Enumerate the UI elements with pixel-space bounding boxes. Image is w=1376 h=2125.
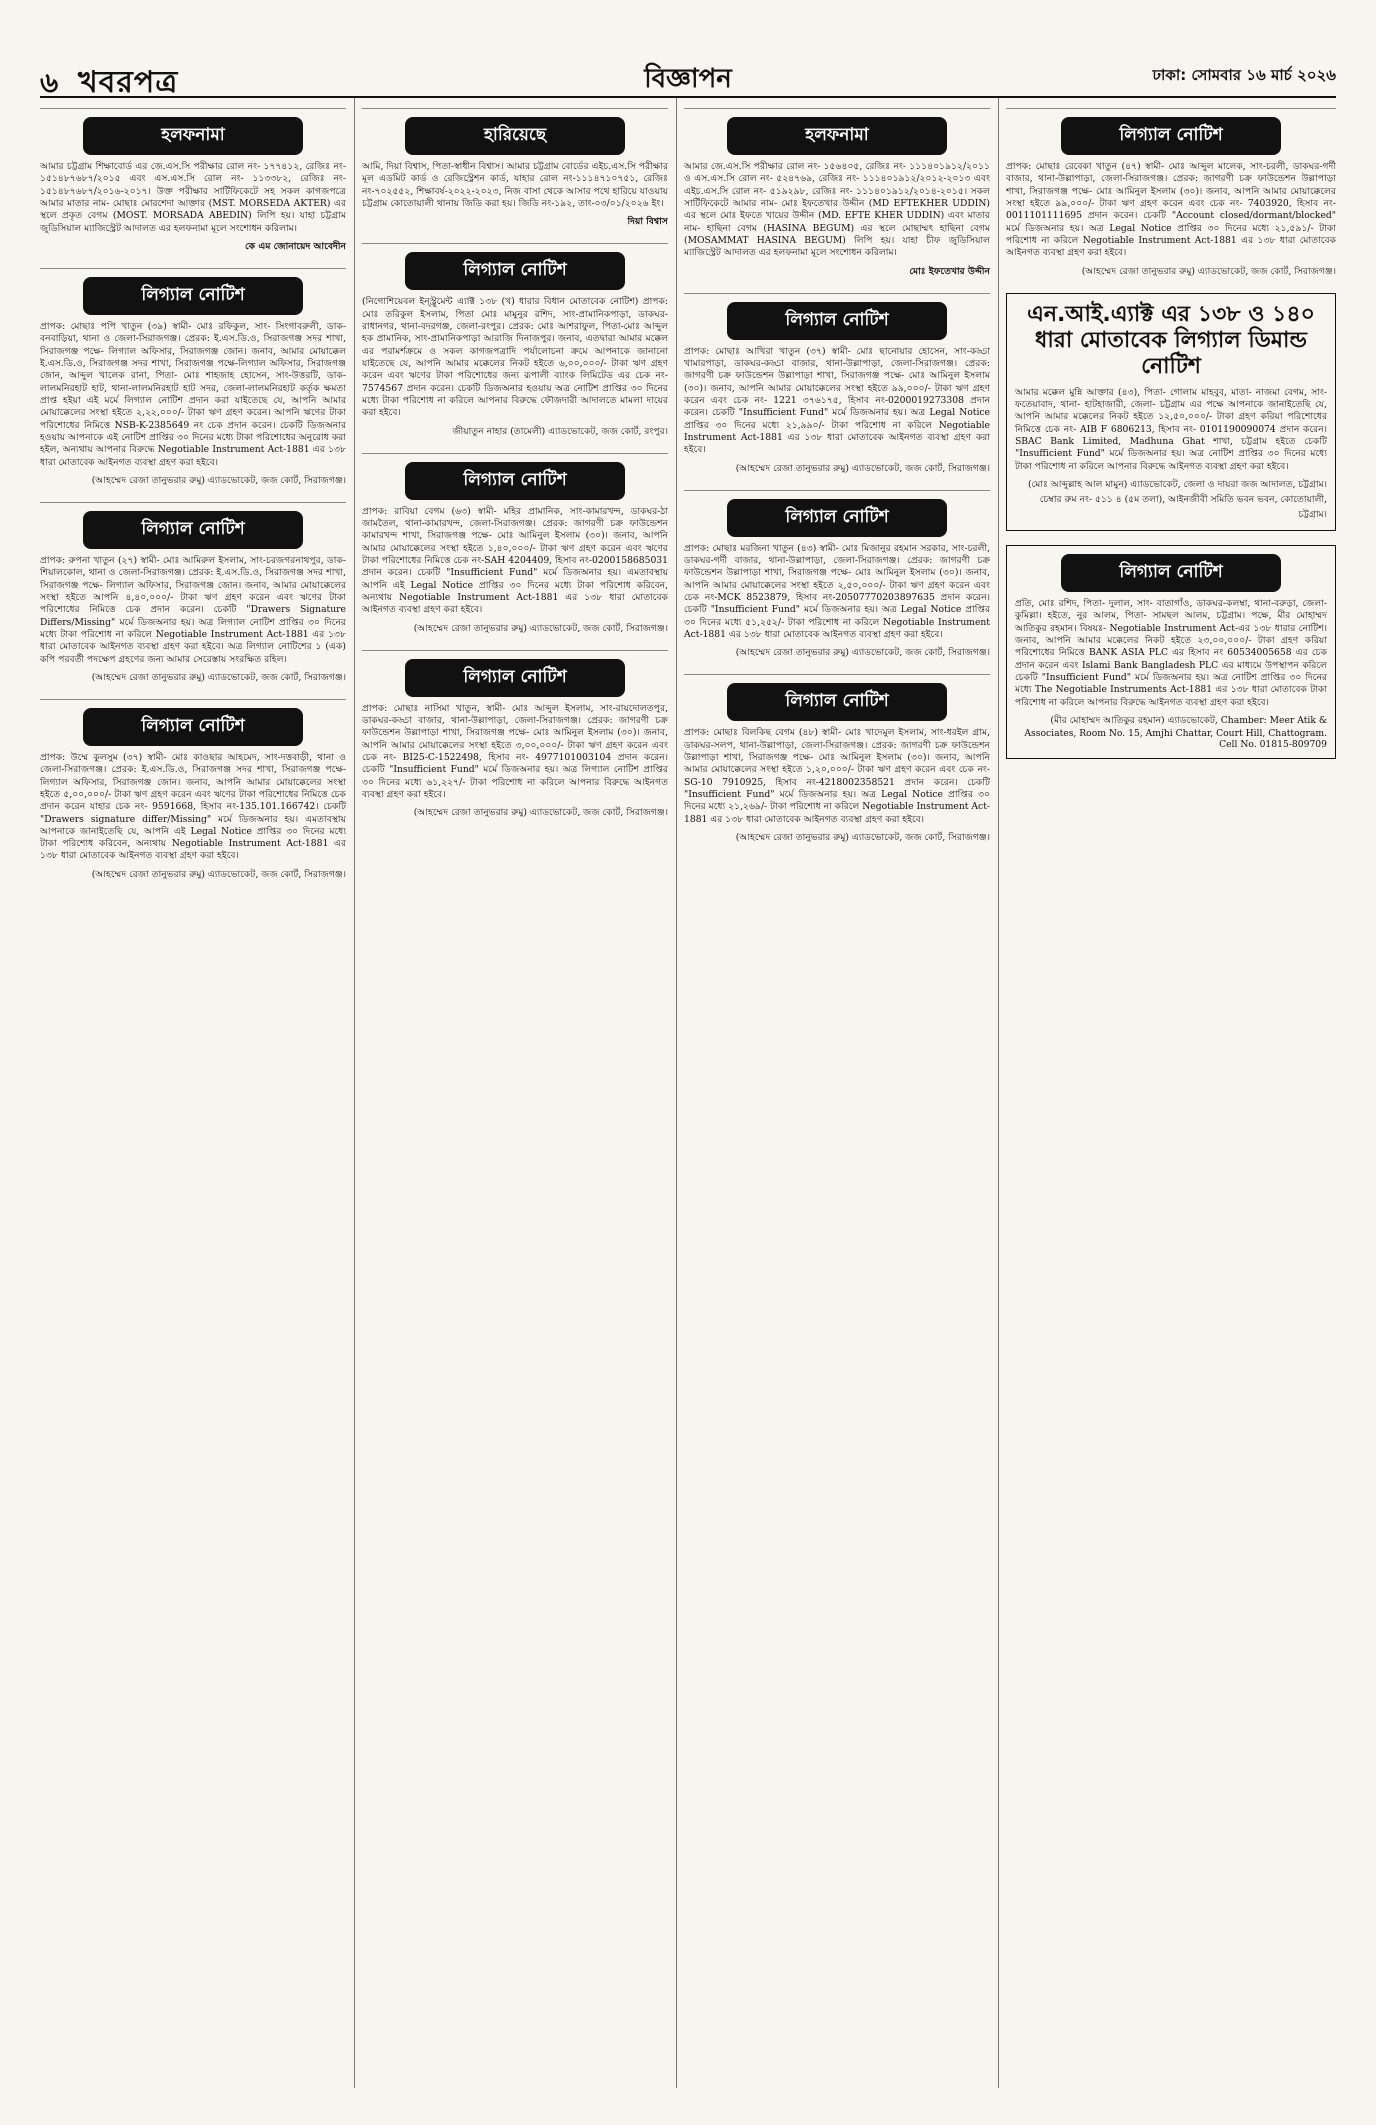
masthead: [40, 52, 1336, 98]
ad-heading: হারিয়েছে: [405, 117, 625, 155]
newspaper-logo: খবরপত্র: [77, 65, 179, 100]
legal-notice-ad: [1006, 545, 1336, 759]
ad-heading: লিগ্যাল নোটিশ: [83, 708, 303, 746]
legal-notice-ad: [40, 268, 346, 488]
ad-heading: লিগ্যাল নোটিশ: [1061, 554, 1281, 592]
ad-signature: (মীর মোহাম্মদ আতিকুর রহমান) এ্যাডভোকেট, Chamber: Meer Atik & Associates, Room No. 15, Amjhi Chattar, Court Hill, Chattogram. Cell No. 01815-809709: [1024, 715, 1327, 751]
ad-body: প্রাপক: মোছাঃ পপি খাতুন (৩৯) স্বামী- মোঃ রফিকুল, সাং- সিংগাবরুলী, ডাক-বনবাড়িয়া, থানা ও জেলা-সিরাজগঞ্জ। প্রেরক: ই.এস.ডি.ও, সিরাজগঞ্জ সদর শাখা, সিরাজগঞ্জ পক্ষে- লিগ্যাল অফিসার, সিরাজগঞ্জ জোন। জনাব, আমার মোয়াক্কেল ই.এস.ডি.ও, সিরাজগঞ্জ সদর শাখা, সিরাজগঞ্জ পক্ষে-লিগ্যাল অফিসার, সিরাজগঞ্জ জোন, আব্দুল খালেক রানা, পিতা- মোঃ শাহজাহ হোসেন, সাং-উত্তরটি, ডাক-লালমনিরহাট হাট, থানা-লালমনিরহাট হাট সদর, জেলা-লালমনিরহাট কর্তৃক ক্ষমতা প্রাপ্ত হইয়া এই মর্মে লিগ্যাল নোটিশ প্রদান করা যাইতেছে যে, আপনি আমার মোয়াক্কেলের সংস্থা হইতে ২,২২,০০০/- টাকা ঋণ গ্রহণ করেন। আপনি ঋণের টাকা পরিশোধের নিমিত্তে NSB-K-2385649 নং চেক প্রদান করেন। চেকটি ডিজঅনার হওয়ায় আপনাকে এই নোটিশ প্রাপ্তির ৩০ দিনের মধ্যে টাকা পরিশোধের অনুরোধ করা হইল, অন্যথায় আপনার বিরুদ্ধে Negotiable Instrument Act-1881 এর ১৩৮ ধারা মোতাবেক আইনগত ব্যবস্থা গ্রহণ করা হইবে।: [40, 320, 346, 468]
ad-body: আমার মক্কেল মুন্নি আক্তার (৪৩), পিতা- গোলাম মাহবুব, মাতা- নাজমা বেগম, সাং- ফতেয়াবাদ, থানা- হাটহাজারী, জেলা- চট্টগ্রাম এর পক্ষে আপনাকে জানাইতেছি যে, আপনি আমার মক্কেলের নিকট হইতে ১২,৫০,০০০/- টাকা গ্রহণ করিয়া পরিশোধের নিমিত্তে চেক নং- AIB F 6806213, হিসাব নং- 0101190090074 প্রদান করেন। SBAC Bank Limited, Madhuna Ghat শাখা, চট্টগ্রাম হইতে চেকটি "Insufficient Fund" মর্মে ডিজঅনার হয়। অত্র নোটিশ প্রাপ্তির ৩০ দিনের মধ্যে টাকা পরিশোধ না করিলে আপনার বিরুদ্ধে আইনগত ব্যবস্থা গ্রহণ করা হইবে।: [1015, 386, 1327, 472]
ad-signature: (আহম্মেদ রেজা তানুভরার রুমু) এ্যাডভোকেট, জজ কোর্ট, সিরাজগঞ্জ।: [735, 462, 990, 474]
ad-columns: [40, 98, 1336, 2088]
ad-body: প্রাপক: মোছাঃ রেবেকা খাতুন (৪৭) স্বামী- মোঃ আব্দুল মালেক, সাং-চরলী, ডাকঘর-গর্দী বাজার, থানা-উল্লাপাড়া, জেলা-সিরাজগঞ্জ। প্রেরক: জাগরণী চক্র ফাউন্ডেশন উল্লাপাড়া শাখা, সিরাজগঞ্জ পক্ষে- মোঃ আমিনুল ইসলাম (৩০)। জনাব, আপনি আমার মোয়াক্কেলের সংস্থা হইতে ৯৯,০০০/- টাকা ঋণ গ্রহণ করেন এবং চেক নং- 7403920, হিসাব নং- 0011101111695 প্রদান করেন। চেকটি "Account closed/dormant/blocked" মর্মে ডিজঅনার হয়। অত্র Legal Notice প্রাপ্তির ৩০ দিনের মধ্যে ২১,৫৯১/- টাকা পরিশোধ না করিলে Negotiable Instrument Act-1881 এর ১৩৮ ধারা মোতাবেক আইনগত ব্যবস্থা গ্রহণ করা হইবে।: [1006, 161, 1336, 259]
lost-notice-ad: [362, 108, 668, 229]
column-3: [684, 98, 990, 2088]
legal-notice-ad: [362, 453, 668, 636]
ad-signature: (আহম্মেদ রেজা তানুভরার রুমু) এ্যাডভোকেট, জজ কোর্ট, সিরাজগঞ্জ।: [91, 868, 346, 880]
column-divider: [998, 98, 999, 2088]
column-divider: [354, 98, 355, 2088]
affidavit-ad: [40, 108, 346, 254]
ad-body: প্রাপক: মোছাঃ নাসিমা খাতুন, স্বামী- মোঃ আব্দুল ইসলাম, সাং-রায়দোলতপুর, ডাকঘর-কড্ডা বাজার, থানা-উল্লাপাড়া, জেলা-সিরাজগঞ্জ। প্রেরক: জাগরণী চক্র ফাউন্ডেশন উল্লাপাড়া শাখা, সিরাজগঞ্জ পক্ষে- মোঃ আমিনুল ইসলাম (৩০)। জনাব, আপনি আমার মোয়াক্কেলের সংস্থা হইতে ৩,০০,০০০/- টাকা ঋণ গ্রহণ করেন এবং চেক নং- BI25-C-1522498, হিসাব নং- 4977101003104 প্রদান করেন। চেকটি "Insufficient Fund" মর্মে ডিজঅনার হয়। অত্র লিগ্যাল নোটিশ প্রাপ্তির ৩০ দিনের মধ্যে ৬১,২২৭/- টাকা পরিশোধ না করিলে আপনার বিরুদ্ধে আইনগত ব্যবস্থা গ্রহণ করা হইবে।: [362, 702, 668, 800]
ad-signature: জীয়াতুন নাহার (তামেলী) এ্যাডভোকেট, জজ কোর্ট, রংপুর।: [452, 425, 668, 437]
ad-heading: লিগ্যাল নোটিশ: [727, 302, 947, 340]
ad-signature: (আহম্মেদ রেজা তানুভরার রুমু) এ্যাডভোকেট, জজ কোর্ট, সিরাজগঞ্জ।: [91, 474, 346, 486]
ad-signature: (মোঃ আব্দুল্লাহ আল মামুন) এ্যাডভোকেট, জেলা ও দায়রা জজ আদালত, চট্টগ্রাম। চেম্বার রুম নং- ৫১১ ৪ (৫ম তলা), আইনজীবী সমিতি ভবন ভবন, কোতোয়ালী, চট্টগ্রাম।: [1027, 479, 1327, 521]
issue-date: ঢাকা: সোমবার ১৬ মার্চ ২০২৬: [1152, 66, 1336, 84]
ad-heading: লিগ্যাল নোটিশ: [727, 683, 947, 721]
ad-body: (নিগোশিয়েবল ইন্স্ট্রুমেন্ট এ্যাক্ট ১৩৮ (খ) ধারার বিধান মোতাবেক নোটিশ) প্রাপক: মোঃ তরিকুল ইসলাম, পিতা মোঃ মামুনুর রশিদ, সাং-প্রামানিকপাড়া, ডাকঘর-রাধানগর, থানা-বদরগঞ্জ, জেলা-রংপুর। প্রেরক: মোঃ আশরাফুল, পিতা-মোঃ আব্দুল হক প্রামানিক, সাং-প্রামানিকপাড়া আরাজি দিনাজপুর। জনাব, এতদ্বারা আমার মক্কেল এর পরামর্শক্রমে ও সকল কাগজপত্রাদি পর্যালোচনা ক্রমে আপনাকে জানানো যাইতেছে যে, আপনি আমার মক্কেলের নিকট হইতে ৬,০০,০০০/- টাকা ঋণ গ্রহণ করেন এবং ঋণের টাকা পরিশোধের জন্য রূপালী ব্যাংক লিমিটেড এর চেক নং- 7574567 প্রদান করেন। চেকটি ডিজঅনার হওয়ায় অত্র নোটিশ প্রাপ্তির ৩০ দিনের মধ্যে টাকা পরিশোধ না করিলে আপনার বিরুদ্ধে ফৌজদারী আদালতে মামলা দায়ের করা হইবে।: [362, 296, 668, 419]
ad-body: প্রাপক: রাবিয়া বেগম (৬৩) স্বামী- মহির প্রামানিক, সাং-কামারখন্দ, ডাকঘর-ঠা জামতৈল, থানা-কামারখন্দ, জেলা-সিরাজগঞ্জ। প্রেরক: জাগরণী চক্র ফাউন্ডেশন কামারখন্দ শাখা, সিরাজগঞ্জ পক্ষে- মোঃ আমিনুল ইসলাম (৩০)। জনাব, আপনি আমার মোয়াক্কেলের সংস্থা হইতে ১,৪০,০০০/- টাকা ঋণ গ্রহণ করেন এবং ঋণের টাকা পরিশোধের নিমিত্তে চেক নং-SAH 4204409, হিসাব নং-0200158685031 প্রদান করেন। চেকটি "Insufficient Fund" মর্মে ডিজঅনার হয়। এমতাবস্থায় আপনি এই Legal Notice প্রাপ্তির ৩০ দিনের মধ্যে টাকা পরিশোধ করিবেন, অন্যথায় Negotiable Instrument Act-1881 এর ১৩৮ ধারা মোতাবেক আইনগত ব্যবস্থা গ্রহণ করা হইবে।: [362, 505, 668, 616]
ad-body: প্রাপক: উম্মে কুলসুম (৩৭) স্বামী- মোঃ কাওছার আহমেদ, সাং-দত্তবাড়ী, থানা ও জেলা-সিরাজগঞ্জ। প্রেরক: ই.এস.ডি.ও, সিরাজগঞ্জ সদর শাখা, সিরাজগঞ্জ পক্ষে- লিগ্যাল অফিসার, সিরাজগঞ্জ জোন। জনাব, আপনি আমার মোয়াক্কেলের সংস্থা হইতে ৫,০০,০০০/- টাকা ঋণ গ্রহণ করেন এবং ঋণের টাকা পরিশোধের নিমিত্তে চেক প্রদান করেন যাহার চেক নং- 9591668, হিসাব নং-135.101.166742। চেকটি "Drawers signature differ/Missing" মর্মে ডিজঅনার হয়। এমতাবস্থায় আপনাকে জানাইতেছি যে, আপনি এই Legal Notice প্রাপ্তির ৩০ দিনের মধ্যে টাকা পরিশোধ করিবেন, অন্যথায় Negotiable Instrument Act-1881 এর ১৩৮ ধারা মোতাবেক আইনগত ব্যবস্থা গ্রহণ করা হইবে।: [40, 751, 346, 862]
legal-notice-ad: [362, 650, 668, 821]
demand-notice-ad: [1006, 293, 1336, 531]
ad-heading: লিগ্যাল নোটিশ: [405, 252, 625, 290]
ad-heading: লিগ্যাল নোটিশ: [405, 462, 625, 500]
section-title: বিজ্ঞাপন: [644, 64, 732, 94]
ad-heading: লিগ্যাল নোটিশ: [83, 511, 303, 549]
ad-body: প্রাপক: মোছাঃ বিলকিছ বেগম (৪৮) স্বামী- মোঃ খাদেমুল ইসলাম, সাং-ধরইল গ্রাম, ডাকঘর-সলপ, থানা-উল্লাপাড়া, জেলা-সিরাজগঞ্জ। প্রেরক: জাগরণী চক্র ফাউন্ডেশন উল্লাপাড়া শাখা, সিরাজগঞ্জ পক্ষে- মোঃ আমিনুল ইসলাম (৩০)। জনাব, আপনি আমার মোয়াক্কেলের সংস্থা হইতে ১,২০,০০০/- টাকা ঋণ গ্রহণ করেন এবং চেক নং-SG-10 7910925, হিসাব নং-4218002358521 প্রদান করেন। চেকটি "Insufficient Fund" মর্মে ডিজঅনার হয়। অত্র Legal Notice প্রাপ্তির ৩০ দিনের মধ্যে ২১,২৬৯/- টাকা পরিশোধ না করিলে Negotiable Instrument Act-1881 এর ১৩৮ ধারা মোতাবেক আইনগত ব্যবস্থা গ্রহণ করা হইবে।: [684, 727, 990, 825]
ad-signature: (আহম্মেদ রেজা তানুভরার রুমু) এ্যাডভোকেট, জজ কোর্ট, সিরাজগঞ্জ।: [1081, 265, 1336, 277]
ad-heading: লিগ্যাল নোটিশ: [83, 277, 303, 315]
ad-body: আমার জে.এস.সি পরীক্ষার রোল নং- ১৫৬৪০৫, রেজিঃ নং- ১১১৪০১৯১২/২০১১ ও এস.এস.সি রোল নং- ৫২৪৭৬৯, রেজিঃ নং- ১১১৪০১৯১২/২০১২-২০১৩ এবং এইচ.এস.সি রোল নং- ৫১৯২৯৮, রেজিঃ নং- ১১১৪০১৯১২/২০১৪-২০১৫। সকল সার্টিফিকেটে আমার নাম- মোঃ ইফতেখার উদ্দীন (MD EFTEKHER UDDIN) এর স্থলে মোঃ ইফতে খায়ের উদ্দীন (MD. EFTE KHER UDDIN) এবং মাতার নাম- হাছিনা বেগম (HASINA BEGUM) এর স্থলে মোছাম্মৎ হাছিনা বেগম (MOSAMMAT HASINA BEGUM) লিপি হয়। যাহা চীফ জুডিসিয়াল ম্যাজিস্ট্রেট আদালত এর হলফনামা মূলে সংশোধন করিলাম।: [684, 161, 990, 259]
column-4: [1006, 98, 1336, 2088]
legal-notice-ad: [684, 674, 990, 845]
column-1: [40, 98, 346, 2088]
affidavit-ad: [684, 108, 990, 279]
ad-signature: (আহম্মেদ রেজা তানুভরার রুমু) এ্যাডভোকেট, জজ কোর্ট, সিরাজগঞ্জ।: [735, 831, 990, 843]
ad-signature: (আহম্মেদ রেজা তানুভরার রুমু) এ্যাডভোকেট, জজ কোর্ট, সিরাজগঞ্জ।: [413, 807, 668, 819]
ad-signature: দিয়া বিশ্বাস: [627, 216, 668, 228]
ad-body: প্রাপক: মোছাঃ মরজিনা খাতুন (৪৩) স্বামী- মোঃ মিজানুর রহমান সরকার, সাং-চরলী, ডাকঘর-গর্দী বাজার, থানা-উল্লাপাড়া, জেলা-সিরাজগঞ্জ। প্রেরক: জাগরণী চক্র ফাউন্ডেশন উল্লাপাড়া শাখা, সিরাজগঞ্জ পক্ষে- মোঃ আমিনুল ইসলাম (৩০)। জনাব, আপনি আমার মোয়াক্কেলের সংস্থা হইতে ২,৫০,০০০/- টাকা ঋণ গ্রহণ করেন এবং চেক নং-MCK 8523879, হিসাব নং-20507770203897635 প্রদান করেন। চেকটি "Insufficient Fund" মর্মে ডিজঅনার হয়। অত্র Legal Notice প্রাপ্তির ৩০ দিনের মধ্যে ৫১,২৫২/- টাকা পরিশোধ না করিলে Negotiable Instrument Act-1881 এর ১৩৮ ধারা মোতাবেক আইনগত ব্যবস্থা গ্রহণ করা হইবে।: [684, 542, 990, 640]
ad-heading: লিগ্যাল নোটিশ: [405, 659, 625, 697]
ad-body: আমার চট্টগ্রাম শিক্ষাবোর্ড এর জে.এস.সি পরীক্ষার রোল নং- ১৭৭৪১২, রেজিঃ নং- ১৫১৪৮৭৬৮৭/২০১৫ এবং এস.এস.সি রোল নং- ১১৩৩৮২, রেজিঃ নং- ১৫১৪৮৭৬৮৭/২০১৬-২০১৭। উক্ত পরীক্ষার সার্টিফিকেটে সহ সকল কাগজপত্রে আমার মাতার নাম- মোছাঃ মোরশেদা আক্তার (MST. MORSEDA AKTER) এর স্থলে প্রকৃত বেগম (MOST. MORSADA ABEDIN) লিপি হয়। যাহা চট্টগ্রাম জুডিসিয়াল ম্যাজিস্ট্রেট আদালত এর হলফনামা মূলে সংশোধন করিলাম।: [40, 161, 346, 234]
ad-heading: এন.আই.এ্যাক্ট এর ১৩৮ ও ১৪০ ধারা মোতাবেক লিগ্যাল ডিমান্ড নোটিশ: [1027, 301, 1315, 380]
ad-body: আমি, দিয়া বিশ্বাস, পিতা-স্বাধীন বিশ্বাস। আমার চট্টগ্রাম বোর্ডের এইচ.এস.সি পরীক্ষার মূল এডমিট কার্ড ও রেজিস্ট্রেশন কার্ড, যাহার রোল নং-১১১৪৭১০৭৫১, রেজিঃ নং-৭০২৫৫২, শিক্ষাবর্ষ-২০২২-২০২৩, নিজ বাসা থেকে আসার পথে হারিয়ে যাওয়ায় চট্টগ্রাম কোতোয়ালী থানায় জিডি করা হয়। জিডি নং-১৯২, তাং-০৩/০১/২০২৬ ইং।: [362, 161, 668, 209]
ad-heading: লিগ্যাল নোটিশ: [1061, 117, 1281, 155]
legal-notice-ad: [1006, 108, 1336, 279]
ad-heading: হলফনামা: [83, 117, 303, 155]
ad-body: প্রতি, মোঃ রশিদ, পিতা- দুলাল, সাং- বাতাগাঁও, ডাকঘর-কলম্বা, থানা-বরুড়া, জেলা-কুমিল্লা। হইতে, নুর আলম, পিতা- সামছল আলম, চট্টগ্রাম। পক্ষে, মীর মোহাম্মদ আতিকুর রহমান। বিষয়ঃ- Negotiable Instrument Act-এর ১৩৮ ধারার নোটিশ। জনাব, আপনি আমার মক্কেলের নিকট হইতে ২৩,০০,০০০/- টাকা গ্রহণ করিয়া পরিশোধের নিমিত্তে BANK ASIA PLC এর হিসাব নং 60534005658 এর চেক প্রদান করেন এবং Islami Bank Bangladesh PLC এর মাধ্যমে উপস্থাপন করিলে চেকটি "Insufficient Fund" মর্মে ডিজঅনার হয়। অত্র নোটিশ প্রাপ্তির ৩০ দিনের মধ্যে The Negotiable Instruments Act-1881 এর ১৩৮ ধারা মোতাবেক টাকা পরিশোধ না করিলে আপনার বিরুদ্ধে আইনগত ব্যবস্থা গ্রহণ করা হইবে।: [1015, 598, 1327, 708]
ad-body: প্রাপক: মোছাঃ আখিরা খাতুন (৩৭) স্বামী- মোঃ ছানোয়ার হোসেন, সাং-কড্ডা খামারপাড়া, ডাকঘর-কড্ডা বাজার, থানা-উল্লাপাড়া, জেলা-সিরাজগঞ্জ। প্রেরক: জাগরণী চক্র ফাউন্ডেশন উল্লাপাড়া শাখা, সিরাজগঞ্জ পক্ষে- মোঃ আমিনুল ইসলাম (৩০)। জনাব, আপনি আমার মোয়াক্কেলের সংস্থা হইতে ৯৯,০০০/- টাকা ঋণ গ্রহণ করেন এবং চেক নং- 1221 ৩৭৬১৭৫, হিসাব নং-0200019273308 প্রদান করেন। চেকটি "Insufficient Fund" মর্মে ডিজঅনার হয়। অত্র Legal Notice প্রাপ্তির ৩০ দিনের মধ্যে ২১,৯৯০/- টাকা পরিশোধ না করিলে Negotiable Instrument Act-1881 এর ১৩৮ ধারা মোতাবেক আইনগত ব্যবস্থা গ্রহণ করা হইবে।: [684, 345, 990, 456]
ad-signature: কে এম জোনায়েদ আবেদীন: [245, 240, 346, 252]
page-number: ৬: [40, 66, 59, 99]
ad-signature: (আহম্মেদ রেজা তানুভরার রুমু) এ্যাডভোকেট, জজ কোর্ট, সিরাজগঞ্জ।: [413, 622, 668, 634]
ad-heading: লিগ্যাল নোটিশ: [727, 499, 947, 537]
legal-notice-ad: [684, 293, 990, 476]
legal-notice-ad: [362, 243, 668, 438]
ad-signature: (আহম্মেদ রেজা তানুভরার রুমু) এ্যাডভোকেট, জজ কোর্ট, সিরাজগঞ্জ।: [91, 671, 346, 683]
ad-signature: (আহম্মেদ রেজা তানুভরার রুমু) এ্যাডভোকেট, জজ কোর্ট, সিরাজগঞ্জ।: [735, 647, 990, 659]
legal-notice-ad: [40, 502, 346, 685]
ad-signature: মোঃ ইফতেখার উদ্দীন: [909, 265, 990, 277]
column-divider: [676, 98, 677, 2088]
column-2: [362, 98, 668, 2088]
legal-notice-ad: [684, 490, 990, 661]
ad-heading: হলফনামা: [727, 117, 947, 155]
ad-body: প্রাপক: রুপনা খাতুন (২৭) স্বামী- মোঃ আমিরুল ইসলাম, সাং-চরজগরনাথপুর, ডাক-শিয়ালকোল, থানা ও জেলা-সিরাজগঞ্জ। প্রেরক: ই.এস.ডি.ও, সিরাজগঞ্জ সদর শাখা, সিরাজগঞ্জ পক্ষে- লিগ্যাল অফিসার, সিরাজগঞ্জ জোন। জনাব, আমার মোয়াক্কেলের সংস্থা হইতে আপনি ৪,৪০,০০০/- টাকা ঋণ গ্রহণ করেন এবং ঋণের টাকা পরিশোধের নিমিত্তে চেক প্রদান করেন। চেকটি "Drawers Signature Differs/Missing" মর্মে ডিজঅনার হয়। অত্র লিগ্যাল নোটিশ প্রাপ্তির ৩০ দিনের মধ্যে টাকা পরিশোধ না করিলে Negotiable Instrument Act-1881 এর ১৩৮ ধারা মোতাবেক আইনগত ব্যবস্থা গ্রহণ করা হইবে। অত্র লিগ্যাল নোটিশের ১ (এক) কপি পরবর্তী পদক্ষেপ গ্রহণের জন্য আমার সেরেস্তায় সংরক্ষিত রহিল।: [40, 554, 346, 665]
legal-notice-ad: [40, 699, 346, 882]
